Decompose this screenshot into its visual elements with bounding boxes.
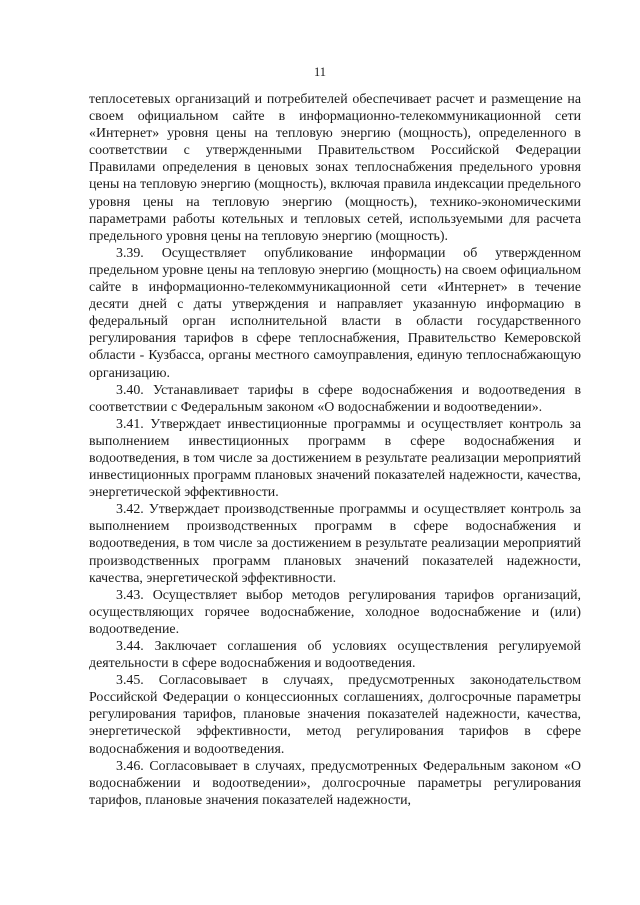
- paragraph-3-39: 3.39. Осуществляет опубликование информации об утвержденном предельном уровне цены на тепловую энергию (мощность) на своем официальном сайте в информационно-телекоммуникационной сети «Интернет» в течение десяти дней с даты утверждения и направляет указанную информацию в федеральный орган исполнительной власти в области государственного регулирования тарифов в сфере теплоснабжения, Правительство Кемеровской области - Кузбасса, органы местного самоуправления, единую теплоснабжающую организацию.: [89, 245, 581, 381]
- paragraph-3-40: 3.40. Устанавливает тарифы в сфере водоснабжения и водоотведения в соответствии с Федеральным законом «О водоснабжении и водоотведении».: [89, 382, 581, 415]
- page-number: 11: [313, 65, 327, 79]
- paragraph-3-42: 3.42. Утверждает производственные программы и осуществляет контроль за выполнением производственных программ в сфере водоснабжения и водоотведения, в том числе за достижением в результате реализации мероприятий производственных программ плановых значений показателей надежности, качества, энергетической эффективности.: [89, 502, 581, 586]
- paragraph-continuation: теплосетевых организаций и потребителей обеспечивает расчет и размещение на своем официальном сайте в информационно-телекоммуникационной сети «Интернет» уровня цены на тепловую энергию (мощность), определенного в соответствии с утвержденными Правительством Российской Федерации Правилами определения в ценовых зонах теплоснабжения предельного уровня цены на тепловую энергию (мощность), включая правила индексации предельного уровня цены на тепловую энергию (мощность), технико-экономическими параметрами работы котельных и тепловых сетей, используемыми для расчета предельного уровня цены на тепловую энергию (мощность).: [89, 92, 581, 244]
- paragraph-3-41: 3.41. Утверждает инвестиционные программы и осуществляет контроль за выполнением инвестиционных программ в сфере водоснабжения и водоотведения, в том числе за достижением в результате реализации мероприятий инвестиционных программ плановых значений показателей надежности, качества, энергетической эффективности.: [89, 416, 581, 501]
- paragraph-3-43: 3.43. Осуществляет выбор методов регулирования тарифов организаций, осуществляющих горячее водоснабжение, холодное водоснабжение и (или) водоотведение.: [89, 587, 581, 637]
- paragraph-3-46: 3.46. Согласовывает в случаях, предусмотренных Федеральным законом «О водоснабжении и водоотведении», долгосрочные параметры регулирования тарифов, плановые значения показателей надежности,: [89, 758, 581, 808]
- document-body: [89, 91, 581, 809]
- paragraph-3-45: 3.45. Согласовывает в случаях, предусмотренных законодательством Российской Федерации о концессионных соглашениях, долгосрочные параметры регулирования тарифов, плановые значения показателей надежности, качества, энергетической эффективности, метод регулирования тарифов в сфере водоснабжения и водоотведения.: [89, 673, 581, 757]
- paragraph-3-44: 3.44. Заключает соглашения об условиях осуществления регулируемой деятельности в сфере водоснабжения и водоотведения.: [89, 639, 581, 672]
